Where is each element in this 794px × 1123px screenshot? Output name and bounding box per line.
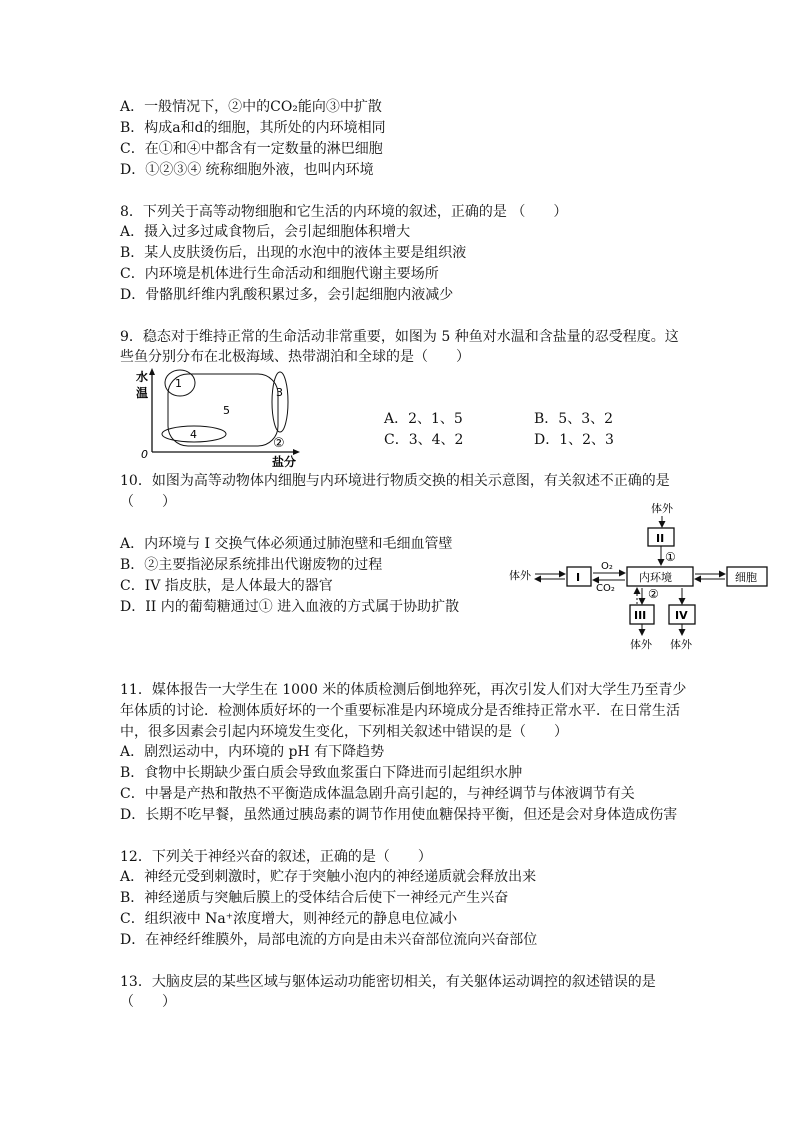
q11-option-b: B．食物中长期缺少蛋白质会导致血浆蛋白下降进而引起组织水肿 bbox=[120, 765, 523, 781]
q10-option-d: D．II 内的葡萄糖通过① 进入血液的方式属于协助扩散 bbox=[120, 599, 460, 615]
q10-box-II-label: II bbox=[656, 532, 665, 545]
q9-xlabel: 盐分 bbox=[272, 455, 297, 469]
q11-stem-line2: 年体质的讨论．检测体质好坏的一个重要标准是内环境成分是否维持正常水平．在日常生活 bbox=[120, 703, 680, 719]
q11-stem-line1: 11．媒体报告一大学生在 1000 米的体质检测后倒地猝死，再次引发人们对大学生乃至青少 bbox=[120, 682, 687, 698]
q7-option-d: D．①②③④ 统称细胞外液，也叫内环境 bbox=[120, 162, 374, 178]
q10-label-1: ① bbox=[665, 550, 676, 564]
q12-stem: 12．下列关于神经兴奋的叙述，正确的是（ ） bbox=[120, 849, 432, 865]
q9-fish-tolerance-figure bbox=[130, 366, 310, 470]
q8-option-a: A．摄入过多过咸食物后，会引起细胞体积增大 bbox=[120, 224, 411, 240]
q10-outside-top: 体外 bbox=[651, 502, 673, 515]
q10-box-cell-label: 细胞 bbox=[735, 571, 757, 584]
q12-option-d: D．在神经纤维膜外，局部电流的方向是由未兴奋部位流向兴奋部位 bbox=[120, 932, 538, 948]
q9-ylabel-1: 水 bbox=[136, 370, 149, 384]
q10-exchange-diagram bbox=[505, 498, 790, 652]
q9-label-3: 3 bbox=[276, 386, 283, 399]
q9-label-1: 1 bbox=[175, 377, 182, 390]
q10-box-I-label: I bbox=[576, 571, 581, 584]
q9-option-b: B．5、3、2 bbox=[534, 411, 614, 427]
q8-option-b: B．某人皮肤烫伤后，出现的水泡中的液体主要是组织液 bbox=[120, 245, 467, 261]
q10-o2-label: O₂ bbox=[601, 561, 613, 572]
q9-stem-line2: 些鱼分别分布在北极海域、热带湖泊和全球的是（ ） bbox=[120, 349, 470, 365]
q10-option-a: A．内环境与 I 交换气体必须通过肺泡壁和毛细血管壁 bbox=[120, 536, 453, 552]
q10-box-IV-label: IV bbox=[675, 609, 688, 622]
q8-stem: 8．下列关于高等动物细胞和它生活的内环境的叙述，正确的是 （ ） bbox=[120, 204, 568, 220]
q7-option-b: B．构成a和d的细胞，其所处的内环境相同 bbox=[120, 120, 386, 136]
q9-region-3 bbox=[272, 372, 288, 432]
q9-option-d: D．1、2、3 bbox=[534, 432, 614, 448]
q12-option-b: B．神经递质与突触后膜上的受体结合后使下一神经元产生兴奋 bbox=[120, 890, 509, 906]
q12-option-a: A．神经元受到刺激时，贮存于突触小泡内的神经递质就会释放出来 bbox=[120, 869, 537, 885]
q11-option-c: C．中暑是产热和散热不平衡造成体温急剧升高引起的，与神经调节与体液调节有关 bbox=[120, 786, 635, 802]
q9-option-c: C．3、4、2 bbox=[384, 432, 464, 448]
q13-stem-paren: （ ） bbox=[120, 994, 176, 1010]
q13-stem: 13．大脑皮层的某些区域与躯体运动功能密切相关，有关躯体运动调控的叙述错误的是 bbox=[120, 974, 656, 990]
q10-box-III-label: III bbox=[634, 609, 647, 622]
q9-label-5: 5 bbox=[223, 404, 230, 417]
q9-label-2: ② bbox=[273, 436, 285, 451]
q11-option-d: D．长期不吃早餐，虽然通过胰岛素的调节作用使血糖保持平衡，但还是会对身体造成伤害 bbox=[120, 807, 678, 823]
q10-option-c: C．IV 指皮肤，是人体最大的器官 bbox=[120, 578, 333, 594]
q10-label-2: ② bbox=[648, 587, 659, 601]
q9-label-4: 4 bbox=[190, 428, 197, 441]
q10-option-b: B．②主要指泌尿系统排出代谢废物的过程 bbox=[120, 557, 383, 573]
q12-option-c: C．组织液中 Na⁺浓度增大，则神经元的静息电位减小 bbox=[120, 911, 458, 927]
q10-outside-bottom-1: 体外 bbox=[630, 638, 652, 651]
q11-option-a: A．剧烈运动中，内环境的 pH 有下降趋势 bbox=[120, 744, 385, 760]
q10-co2-label: CO₂ bbox=[596, 583, 615, 594]
q9-option-a: A．2、1、5 bbox=[384, 411, 463, 427]
q10-outside-left: 体外 bbox=[509, 569, 531, 582]
q9-ylabel-2: 温 bbox=[136, 386, 149, 400]
q10-stem-paren: （ ） bbox=[120, 494, 176, 510]
q10-box-internal-env-label: 内环境 bbox=[639, 571, 672, 584]
q7-option-c: C．在①和④中都含有一定数量的淋巴细胞 bbox=[120, 141, 383, 157]
q8-option-c: C．内环境是机体进行生命活动和细胞代谢主要场所 bbox=[120, 266, 439, 282]
q8-option-d: D．骨骼肌纤维内乳酸积累过多，会引起细胞内液减少 bbox=[120, 287, 454, 303]
q9-origin-label: 0 bbox=[141, 448, 148, 461]
q9-stem-line1: 9．稳态对于维持正常的生命活动非常重要，如图为 5 种鱼对水温和含盐量的忍受程度。这 bbox=[120, 329, 679, 345]
q10-outside-bottom-2: 体外 bbox=[670, 638, 692, 651]
q10-stem: 10．如图为高等动物体内细胞与内环境进行物质交换的相关示意图，有关叙述不正确的是 bbox=[120, 473, 670, 489]
q7-option-a: A．一般情况下，②中的CO₂能向③中扩散 bbox=[120, 99, 382, 115]
q11-stem-line3: 中，很多因素会引起内环境发生变化，下列相关叙述中错误的是（ ） bbox=[120, 724, 568, 740]
